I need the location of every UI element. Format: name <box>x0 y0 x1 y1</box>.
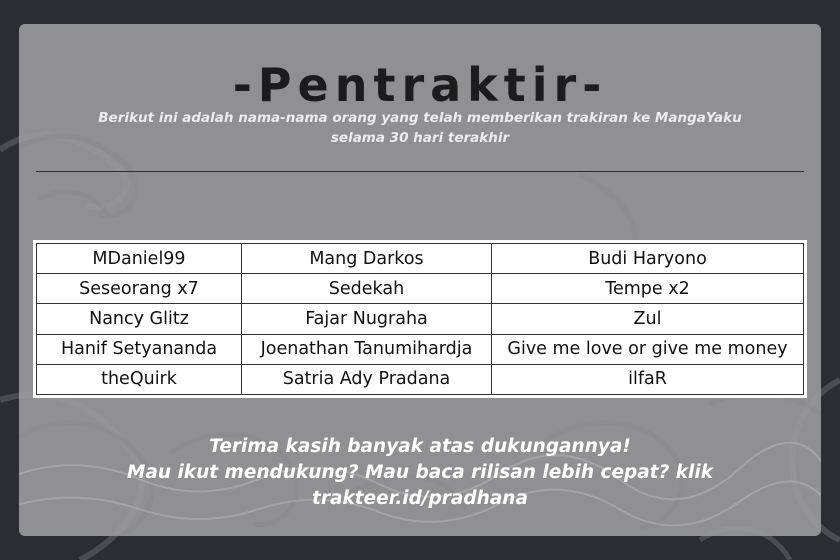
table-cell: Zul <box>492 304 804 334</box>
table-cell: Joenathan Tanumihardja <box>242 334 492 364</box>
supporters-card <box>19 24 821 536</box>
table-cell: Satria Ady Pradana <box>242 364 492 394</box>
table-row <box>37 244 804 274</box>
table-row <box>37 364 804 394</box>
table-row <box>37 274 804 304</box>
table-cell: Give me love or give me money <box>492 334 804 364</box>
table-cell: Hanif Setyananda <box>37 334 242 364</box>
footer-link-text: trakteer.id/pradhana <box>312 488 528 509</box>
table-cell: Seseorang x7 <box>37 274 242 304</box>
footer-message <box>19 434 821 512</box>
table-cell: Fajar Nugraha <box>242 304 492 334</box>
table-cell: MDaniel99 <box>37 244 242 274</box>
footer-line-1: Terima kasih banyak atas dukungannya! <box>209 436 631 457</box>
page-title: -Pentraktir- <box>232 58 608 112</box>
table-cell: Sedekah <box>242 274 492 304</box>
divider <box>36 171 804 172</box>
table-row <box>37 334 804 364</box>
table-cell: theQuirk <box>37 364 242 394</box>
table-cell: Tempe x2 <box>492 274 804 304</box>
footer-line-2: Mau ikut mendukung? Mau baca rilisan lebih cepat? klik <box>126 462 714 483</box>
subtitle <box>79 108 761 148</box>
table-row <box>37 304 804 334</box>
table-cell: Budi Haryono <box>492 244 804 274</box>
supporters-table-panel <box>33 240 807 398</box>
table-cell: Nancy Glitz <box>37 304 242 334</box>
table-cell: ilfaR <box>492 364 804 394</box>
subtitle-line-2: selama 30 hari terakhir <box>330 130 510 146</box>
table-cell: Mang Darkos <box>242 244 492 274</box>
supporters-table <box>36 243 804 395</box>
subtitle-line-1: Berikut ini adalah nama-nama orang yang telah memberikan trakiran ke MangaYaku <box>98 110 742 126</box>
